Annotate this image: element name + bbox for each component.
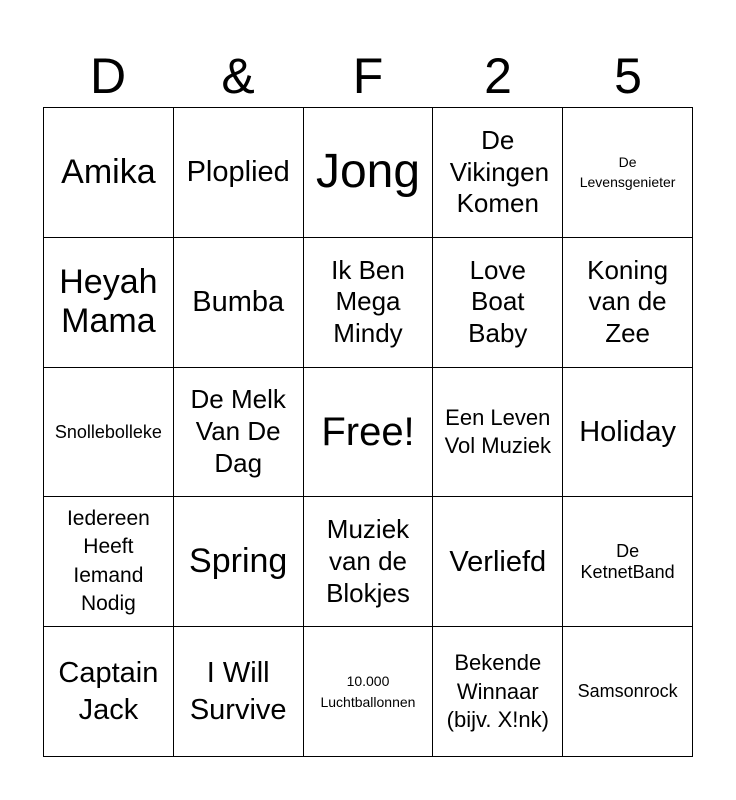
header-letter-3: F [352, 48, 384, 104]
bingo-cell[interactable] [304, 108, 434, 238]
bingo-cell[interactable] [433, 368, 563, 498]
cell-text: Jong [315, 145, 421, 198]
cell-text: De Melk Van De Dag [190, 384, 286, 478]
cell-text: Verliefd [449, 545, 547, 578]
bingo-cell[interactable] [563, 627, 693, 757]
cell-text: Love Boat Baby [468, 254, 528, 349]
cell-text: Ploplied [186, 156, 290, 189]
cell-text: Holiday [579, 415, 676, 448]
bingo-cell[interactable] [563, 108, 693, 238]
bingo-cell[interactable] [563, 497, 693, 627]
cell-text: Snollebolleke [54, 421, 162, 442]
header-letter-4: 2 [484, 48, 512, 104]
bingo-cell[interactable] [44, 108, 174, 238]
bingo-cell[interactable] [433, 108, 563, 238]
free-space[interactable] [304, 368, 434, 498]
cell-text: Iedereen Heeft Iemand Nodig [66, 507, 150, 616]
cell-text: De Vikingen Komen [449, 124, 550, 219]
bingo-cell[interactable] [563, 238, 693, 368]
bingo-cell[interactable] [174, 627, 304, 757]
bingo-cell[interactable] [44, 368, 174, 498]
cell-text: Free! [321, 409, 415, 454]
cell-text: I Will Survive [189, 657, 287, 726]
bingo-grid [43, 107, 693, 757]
bingo-cell[interactable] [44, 497, 174, 627]
bingo-cell[interactable] [433, 238, 563, 368]
bingo-cell[interactable] [44, 627, 174, 757]
bingo-header [43, 48, 693, 104]
header-letter-5: 5 [614, 48, 642, 104]
bingo-cell[interactable] [174, 108, 304, 238]
cell-text: Een Leven Vol Muziek [444, 404, 551, 458]
bingo-cell[interactable] [304, 627, 434, 757]
bingo-cell[interactable] [174, 497, 304, 627]
cell-text: Amika [61, 152, 156, 191]
bingo-cell[interactable] [44, 238, 174, 368]
bingo-cell[interactable] [304, 238, 434, 368]
bingo-cell[interactable] [304, 497, 434, 627]
cell-text: Heyah Mama [59, 263, 158, 341]
bingo-cell[interactable] [433, 627, 563, 757]
cell-text: De Levensgenieter [579, 154, 676, 191]
header-letter-2: & [221, 48, 255, 104]
cell-text: 10.000 Luchtballonnen [320, 673, 416, 710]
bingo-cell[interactable] [174, 238, 304, 368]
cell-text: Samsonrock [577, 681, 678, 702]
cell-text: Ik Ben Mega Mindy [331, 254, 405, 349]
bingo-cell[interactable] [433, 497, 563, 627]
cell-text: De KetnetBand [580, 541, 675, 582]
cell-text: Bumba [192, 286, 285, 319]
bingo-cell[interactable] [563, 368, 693, 498]
header-letter-1: D [89, 48, 127, 104]
cell-text: Bekende Winnaar (bijv. X!nk) [446, 650, 549, 732]
cell-text: Captain Jack [58, 657, 159, 726]
cell-text: Muziek van de Blokjes [326, 514, 410, 608]
cell-text: Spring [189, 542, 288, 581]
cell-text: Koning van de Zee [587, 254, 669, 349]
bingo-cell[interactable] [174, 368, 304, 498]
